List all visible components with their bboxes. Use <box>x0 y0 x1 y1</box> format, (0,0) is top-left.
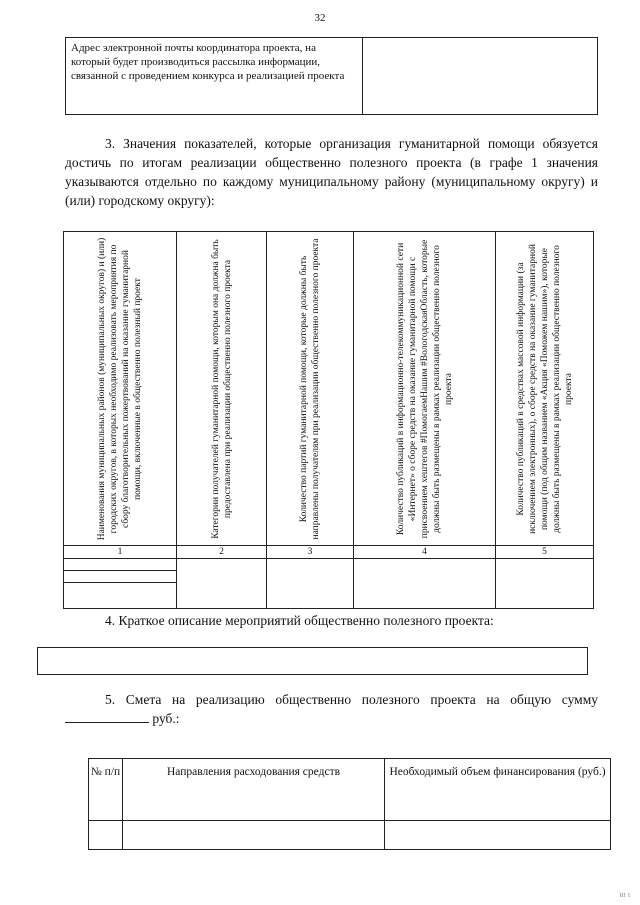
indicators-column-number: 4 <box>354 546 496 559</box>
indicators-column-number: 1 <box>64 546 177 559</box>
budget-header-number: № п/п <box>89 759 123 821</box>
indicators-header-3 <box>267 232 354 546</box>
indicators-cell[interactable] <box>354 559 496 609</box>
indicators-column-number: 3 <box>267 546 354 559</box>
budget-cell[interactable] <box>385 821 611 850</box>
indicators-header-1 <box>64 232 177 546</box>
section-3-text: 3. Значения показателей, которые организация гуманитарной помощи обязуется достичь по итогам реализации общественно полезного проекта (в графе 1 значения указываются отдельно по каждому муниципальному району (муниципальному округу) и (или) городскому округу): <box>65 136 598 208</box>
page-number: 32 <box>314 12 326 24</box>
indicators-header-5-text: Количество публикаций в средствах массовой информации (за исключением электронных), о сборе средств на оказание гуманитарной помощи (под общим названием «Акция «Поможем нашим»), которые должны быть размещены в рамках реализации общественно полезного проекта <box>515 243 574 534</box>
section-4-text: 4. Краткое описание мероприятий общественно полезного проекта: <box>105 613 494 628</box>
budget-table <box>88 758 611 850</box>
budget-cell[interactable] <box>89 821 123 850</box>
indicators-cell[interactable] <box>64 571 177 583</box>
indicators-header-2 <box>177 232 267 546</box>
section-5-text-main: 5. Смета на реализацию общественно полезного проекта на общую сумму <box>105 692 598 707</box>
indicators-column-number: 5 <box>496 546 594 559</box>
coordinator-email-table <box>65 37 598 115</box>
indicators-cell[interactable] <box>64 559 177 571</box>
section-5-text <box>65 690 598 728</box>
section-5-currency: руб.: <box>152 711 180 726</box>
indicators-table <box>63 231 594 609</box>
indicators-header-4-text: Количество публикаций в информационно-телекоммуникационной сети «Интернет» о сборе средств на оказание гуманитарной помощи с присвоением хештегов #ПомогаемНашим #ВологодскаяОбласть, которые должны быть размещены в рамках реализации общественно полезного проекта <box>395 239 454 538</box>
budget-cell[interactable] <box>123 821 385 850</box>
indicators-header-5 <box>496 232 594 546</box>
budget-header-amount: Необходимый объем финансирования (руб.) <box>385 759 611 821</box>
coordinator-email-value[interactable] <box>363 38 598 115</box>
indicators-cell[interactable] <box>177 559 267 609</box>
total-sum-blank[interactable] <box>65 710 149 723</box>
corner-mark: ιιι ι <box>619 890 630 899</box>
indicators-header-3-text: Количество партий гуманитарной помощи, которые должны быть направлены получателям при реализации общественно полезного проекта <box>299 238 321 539</box>
indicators-header-1-text: Наименования муниципальных районов (муниципальных округов) и (или) городских округов, в которых необходимо реализовать мероприятия по сбору благотворительных пожертвований на оказание гуманитарной помощи, включенные в общественно полезный проект <box>97 237 143 540</box>
indicators-empty-row <box>64 559 594 571</box>
indicators-column-number: 2 <box>177 546 267 559</box>
budget-header-direction: Направления расходования средств <box>123 759 385 821</box>
coordinator-email-label: Адрес электронной почты координатора проекта, на который будет производиться рассылка информации, связанной с проведением конкурса и реализацией проекта <box>66 38 363 115</box>
indicators-cell[interactable] <box>496 559 594 609</box>
indicators-header-4 <box>354 232 496 546</box>
budget-empty-row <box>89 821 611 850</box>
indicators-cell[interactable] <box>64 583 177 609</box>
indicators-cell[interactable] <box>267 559 354 609</box>
project-description-field[interactable] <box>37 647 588 675</box>
indicators-header-2-text: Категории получателей гуманитарной помощи, которым она должна быть предоставлена при реализации общественно полезного проекта <box>210 238 233 539</box>
